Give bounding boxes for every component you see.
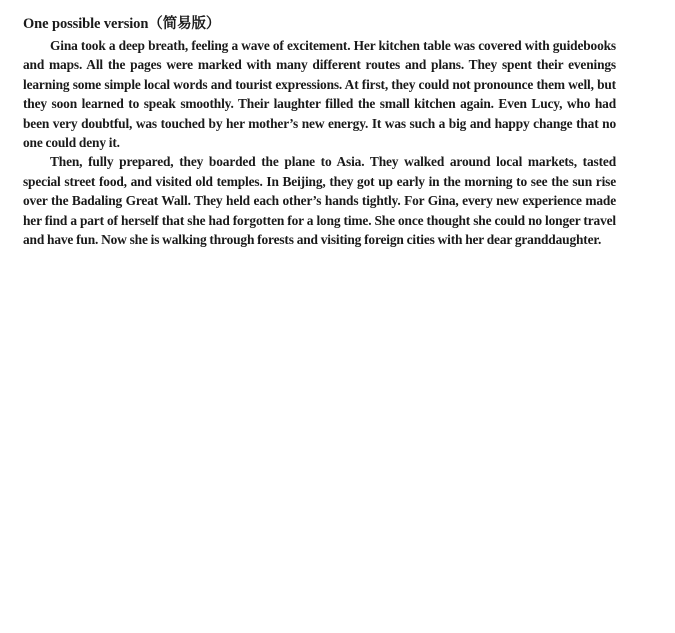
paragraph-2: Then, fully prepared, they boarded the plane to Asia. They walked around local markets, tasted special street food, and visited old temples. In Beijing, they got up early in the morning to see the sun rise over the Badaling Great Wall. They held each other’s hands tightly. For Gina, every new experience made her find a part of herself that she had forgotten for a long time. She once thought she could no longer travel and have fun. Now she is walking through forests and visiting foreign cities with her dear granddaughter. (23, 154, 616, 248)
document-heading: One possible version（简易版） (23, 16, 221, 32)
document-body (23, 14, 616, 249)
paragraph-1: Gina took a deep breath, feeling a wave of excitement. Her kitchen table was covered with guidebooks and maps. All the pages were marked with many different routes and plans. They spent their evenings learning some simple local words and tourist expressions. At first, they could not pronounce them well, but they soon learned to speak smoothly. Their laughter filled the small kitchen again. Even Lucy, who had been very doubtful, was touched by her mother’s new energy. It was such a big and happy change that no one could deny it. (23, 38, 616, 151)
